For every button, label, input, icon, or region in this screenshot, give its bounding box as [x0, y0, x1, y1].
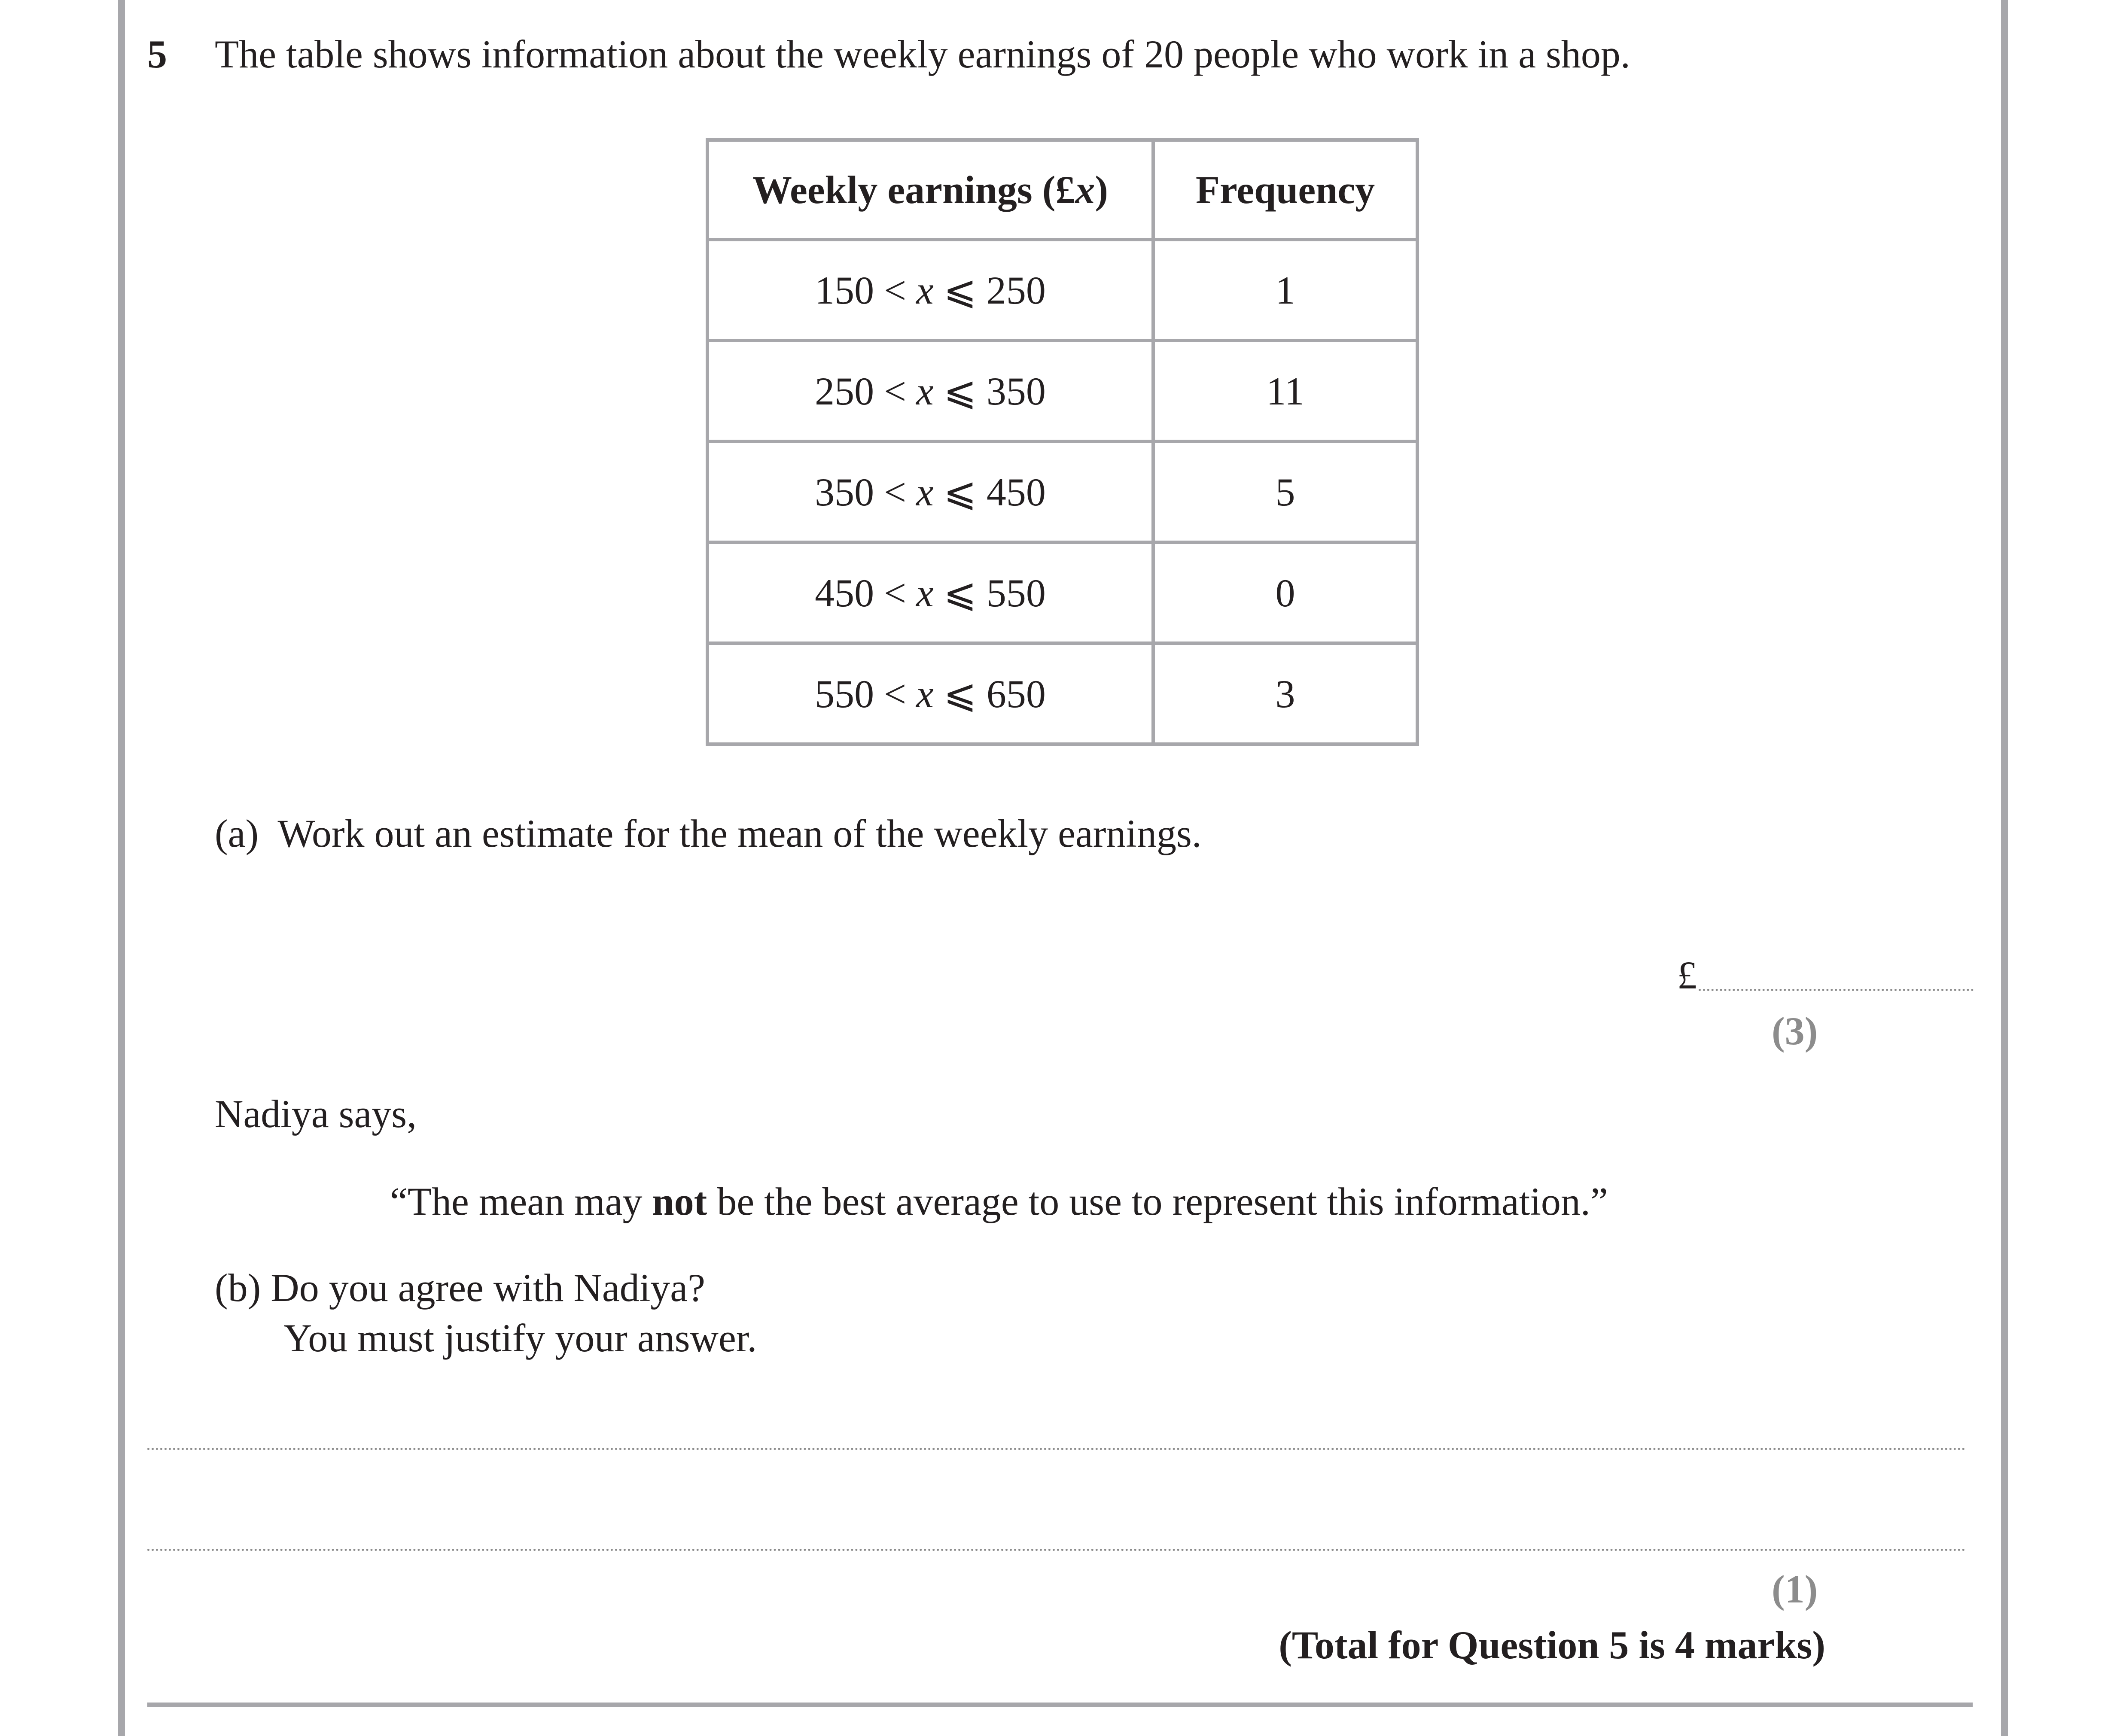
answer-currency-symbol: £ — [1677, 953, 1697, 997]
part-a-marks: (3) — [1772, 1009, 1818, 1053]
table-header-row — [707, 140, 1417, 240]
part-b-label: (b) — [215, 1266, 261, 1310]
frequency-value: 1 — [1153, 240, 1417, 341]
left-margin-rule — [118, 0, 125, 1736]
table-row — [707, 643, 1417, 744]
part-b-prompt — [215, 1266, 705, 1310]
question-end-rule — [147, 1703, 1973, 1707]
quote-emphasis: not — [652, 1180, 707, 1223]
part-b-question: Do you agree with Nadiya? — [271, 1266, 705, 1310]
table-row — [707, 240, 1417, 341]
frequency-value: 0 — [1153, 542, 1417, 643]
table-row — [707, 441, 1417, 542]
frequency-value: 3 — [1153, 643, 1417, 744]
part-a-prompt — [215, 814, 1202, 853]
class-interval: 550 < x ⩽ 650 — [707, 643, 1153, 744]
part-b-marks: (1) — [1772, 1567, 1818, 1611]
table-row — [707, 341, 1417, 441]
part-b-instruction: You must justify your answer. — [283, 1316, 757, 1360]
part-b-answer-line-2[interactable] — [147, 1549, 1966, 1551]
frequency-value: 11 — [1153, 341, 1417, 441]
part-a-answer-line[interactable] — [1699, 989, 1974, 991]
class-interval: 350 < x ⩽ 450 — [707, 441, 1153, 542]
question-number: 5 — [147, 32, 167, 76]
earnings-frequency-table — [706, 138, 1419, 746]
table-row — [707, 542, 1417, 643]
class-interval: 450 < x ⩽ 550 — [707, 542, 1153, 643]
total-marks: (Total for Question 5 is 4 marks) — [1279, 1623, 1825, 1667]
nadiya-intro: Nadiya says, — [215, 1092, 417, 1136]
question-intro: The table shows information about the weekly earnings of 20 people who work in a shop. — [215, 32, 1630, 76]
header-frequency: Frequency — [1153, 140, 1417, 240]
part-a-label: (a) — [215, 812, 259, 855]
part-a-text: Work out an estimate for the mean of the weekly earnings. — [277, 812, 1202, 855]
header-weekly-earnings: Weekly earnings (£x) — [707, 140, 1153, 240]
nadiya-quote: “The mean may not be the best average to use to represent this information.” — [390, 1180, 1608, 1223]
part-b-answer-line-1[interactable] — [147, 1448, 1966, 1450]
frequency-value: 5 — [1153, 441, 1417, 542]
class-interval: 150 < x ⩽ 250 — [707, 240, 1153, 341]
class-interval: 250 < x ⩽ 350 — [707, 341, 1153, 441]
right-margin-rule — [2001, 0, 2008, 1736]
